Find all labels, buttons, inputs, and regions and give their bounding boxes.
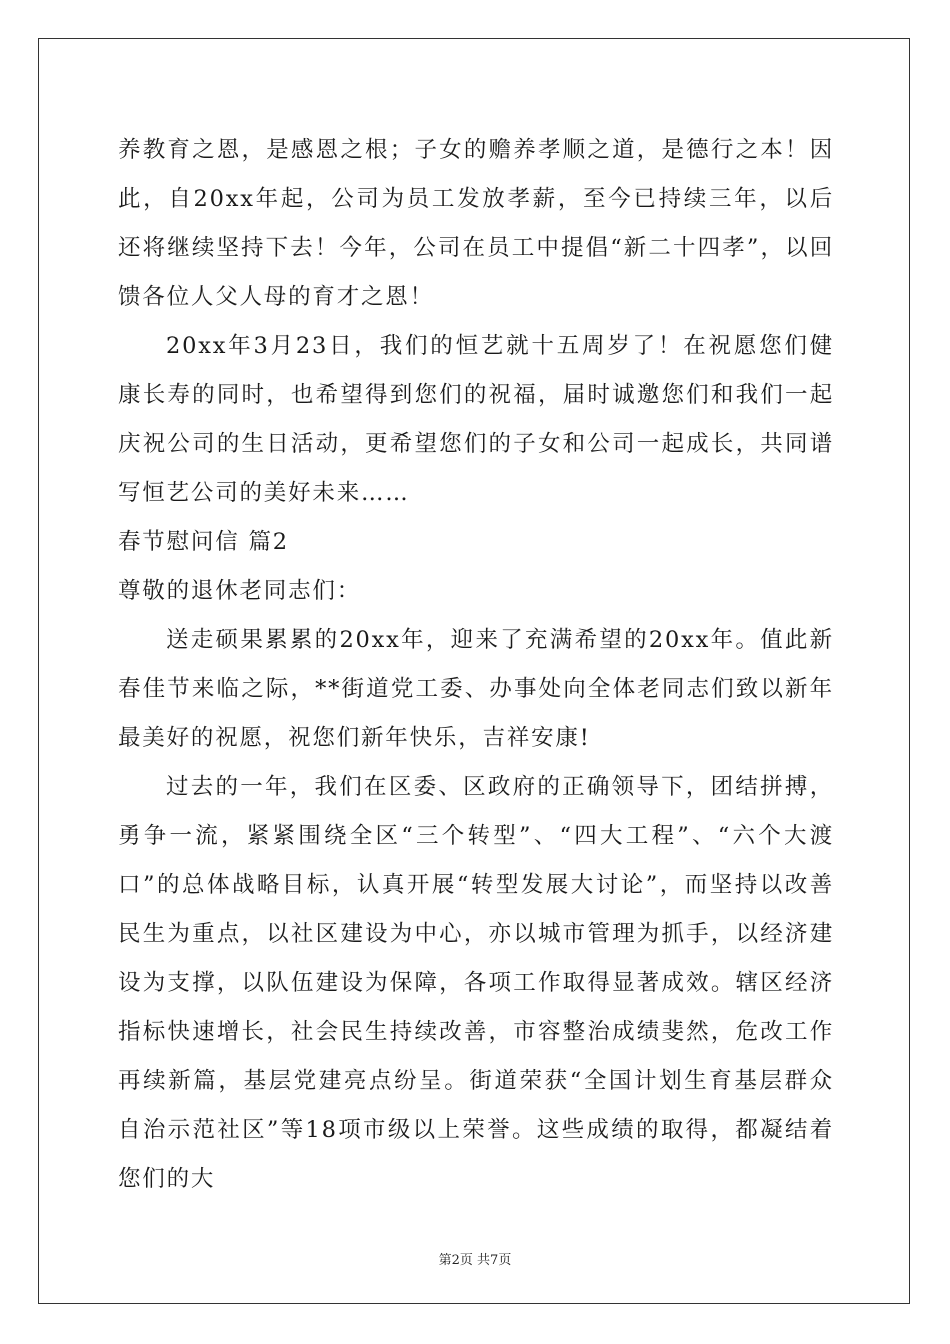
section-heading: 春节慰问信 篇2 (118, 529, 289, 555)
paragraph-greeting: 送走硕果累累的20xx年，迎来了充满希望的20xx年。值此新春佳节来临之际，**街道党工委、办事处向全体老同志们致以新年最美好的祝愿，祝您们新年快乐，吉祥安康! (118, 627, 834, 751)
salutation: 尊敬的退休老同志们： (118, 578, 362, 604)
page-number-footer: 第2页 共7页 (438, 1253, 512, 1268)
paragraph-anniversary: 20xx年3月23日，我们的恒艺就十五周岁了！在祝愿您们健康长寿的同时，也希望得到您们的祝福，届时诚邀您们和我们一起庆祝公司的生日活动，更希望您们的子女和公司一起成长，共同谱写恒艺公司的美好未来…… (118, 333, 834, 506)
document-body (118, 126, 834, 1204)
paragraph-continued: 养教育之恩，是感恩之根；子女的赡养孝顺之道，是德行之本！因此，自20xx年起，公司为员工发放孝薪，至今已持续三年，以后还将继续坚持下去！今年，公司在员工中提倡“新二十四孝”，以回馈各位人父人母的育才之恩！ (118, 137, 834, 310)
paragraph-review: 过去的一年，我们在区委、区政府的正确领导下，团结拼搏，勇争一流，紧紧围绕全区“三个转型”、“四大工程”、“六个大渡口”的总体战略目标，认真开展“转型发展大讨论”，而坚持以改善民生为重点，以社区建设为中心，亦以城市管理为抓手，以经济建设为支撑，以队伍建设为保障，各项工作取得显著成效。辖区经济指标快速增长，社会民生持续改善，市容整治成绩斐然，危改工作再续新篇，基层党建亮点纷呈。街道荣获“全国计划生育基层群众自治示范社区”等18项市级以上荣誉。这些成绩的取得，都凝结着您们的大 (118, 774, 834, 1192)
